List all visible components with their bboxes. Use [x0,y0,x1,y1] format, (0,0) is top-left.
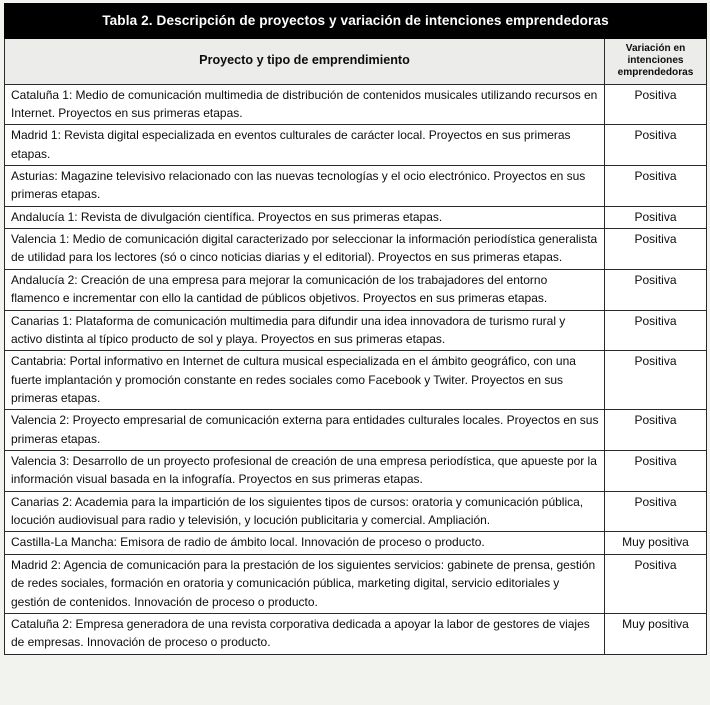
table-row [5,206,707,228]
cell-project-description: Cataluña 1: Medio de comunicación multimedia de distribución de contenidos musicales utilizando recursos en Internet. Proyectos en sus primeras etapas. [5,84,605,125]
cell-variation-value: Muy positiva [605,613,707,654]
table-row [5,166,707,207]
table-row [5,125,707,166]
column-header-row [5,38,707,84]
table-row [5,84,707,125]
table-row [5,532,707,554]
cell-project-description: Canarias 2: Academia para la impartición de los siguientes tipos de cursos: oratoria y comunicación pública, locución audiovisual para radio y televisión, y locución publicitaria y comercial. Ampliación. [5,491,605,532]
table-row [5,451,707,492]
cell-project-description: Cataluña 2: Empresa generadora de una revista corporativa dedicada a apoyar la labor de gestores de viajes de empresas. Innovación de proceso o producto. [5,613,605,654]
cell-variation-value: Positiva [605,229,707,270]
cell-variation-value: Positiva [605,410,707,451]
table-container [4,3,706,655]
column-header-project: Proyecto y tipo de emprendimiento [5,38,605,84]
cell-variation-value: Positiva [605,125,707,166]
table-row [5,269,707,310]
cell-variation-value: Positiva [605,206,707,228]
cell-project-description: Valencia 1: Medio de comunicación digital caracterizado por seleccionar la información periodística generalista de utilidad para los lectores (só o cinco noticias diarias y el editorial). Proyectos en sus primeras etapas. [5,229,605,270]
table-title-row [5,4,707,39]
table-row [5,229,707,270]
column-header-row-group [5,38,707,84]
table-row [5,554,707,613]
cell-project-description: Madrid 1: Revista digital especializada en eventos culturales de carácter local. Proyectos en sus primeras etapas. [5,125,605,166]
table-row [5,491,707,532]
column-header-variation: Variación en intenciones emprendedoras [605,38,707,84]
cell-variation-value: Positiva [605,451,707,492]
cell-variation-value: Positiva [605,491,707,532]
projects-table [4,3,707,655]
cell-variation-value: Positiva [605,310,707,351]
cell-variation-value: Positiva [605,554,707,613]
cell-project-description: Andalucía 1: Revista de divulgación científica. Proyectos en sus primeras etapas. [5,206,605,228]
cell-project-description: Valencia 3: Desarrollo de un proyecto profesional de creación de una empresa periodística, que apueste por la información visual basada en la infografía. Proyectos en sus primeras etapas. [5,451,605,492]
cell-project-description: Valencia 2: Proyecto empresarial de comunicación externa para entidades culturales locales. Proyectos en sus primeras etapas. [5,410,605,451]
cell-project-description: Andalucía 2: Creación de una empresa para mejorar la comunicación de los trabajadores del entorno flamenco e incrementar con ello la cantidad de públicos objetivos. Proyectos en sus primeras etapas. [5,269,605,310]
table-row [5,310,707,351]
table-row [5,410,707,451]
table-title: Tabla 2. Descripción de proyectos y variación de intenciones emprendedoras [5,4,707,39]
table-row [5,351,707,410]
table-body [5,84,707,654]
cell-variation-value: Positiva [605,166,707,207]
cell-project-description: Asturias: Magazine televisivo relacionado con las nuevas tecnologías y el ocio electrónico. Proyectos en sus primeras etapas. [5,166,605,207]
cell-variation-value: Positiva [605,269,707,310]
table-head [5,4,707,39]
cell-variation-value: Muy positiva [605,532,707,554]
cell-variation-value: Positiva [605,84,707,125]
cell-project-description: Cantabria: Portal informativo en Internet de cultura musical especializada en el ámbito geográfico, con una fuerte implantación y promoción constante en redes sociales como Facebook y Twiter. Proyectos en sus primeras etapas. [5,351,605,410]
cell-project-description: Madrid 2: Agencia de comunicación para la prestación de los siguientes servicios: gabinete de prensa, gestión de redes sociales, formación en oratoria y comunicación pública, marketing digital, servicio editoriales y gestión de contenidos. Innovación de proceso o producto. [5,554,605,613]
cell-project-description: Castilla-La Mancha: Emisora de radio de ámbito local. Innovación de proceso o producto. [5,532,605,554]
table-row [5,613,707,654]
cell-variation-value: Positiva [605,351,707,410]
cell-project-description: Canarias 1: Plataforma de comunicación multimedia para difundir una idea innovadora de turismo rural y activo distinta al típico producto de sol y playa. Proyectos en sus primeras etapas. [5,310,605,351]
